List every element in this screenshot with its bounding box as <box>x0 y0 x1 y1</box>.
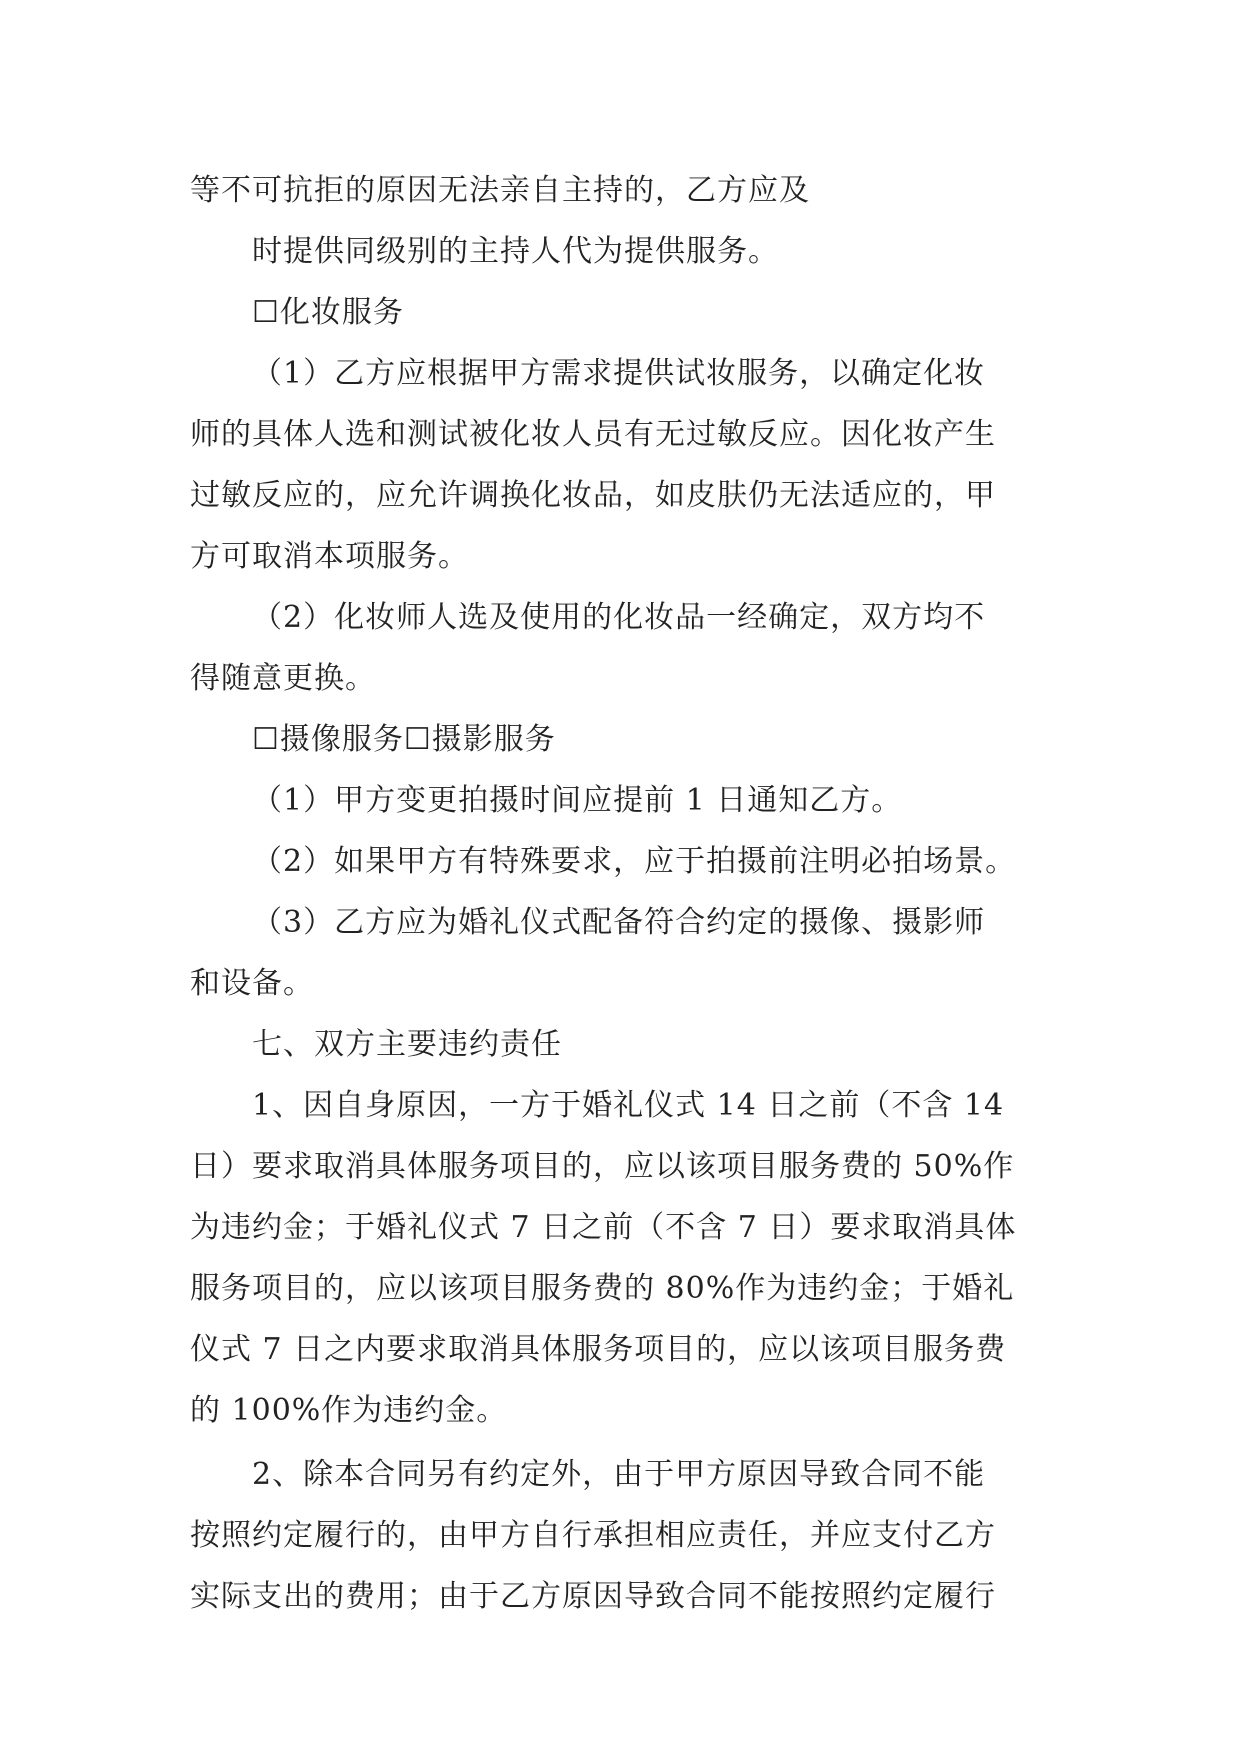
text-line: 1、因自身原因，一方于婚礼仪式 14 日之前（不含 14 <box>252 1088 1005 1123</box>
document-body <box>190 160 1052 1627</box>
text-line: 的 100%作为违约金。 <box>190 1393 508 1428</box>
text-line: 日）要求取消具体服务项目的，应以该项目服务费的 50%作 <box>190 1149 1015 1184</box>
text-line: （3）乙方应为婚礼仪式配备符合约定的摄像、摄影师 <box>252 905 986 940</box>
text-line: （1）甲方变更拍摄时间应提前 1 日通知乙方。 <box>252 783 903 818</box>
text-line: 实际支出的费用；由于乙方原因导致合同不能按照约定履行 <box>190 1579 996 1614</box>
text-line: 服务项目的，应以该项目服务费的 80%作为违约金；于婚礼 <box>190 1271 1015 1306</box>
section-heading-video-photo: ☐摄像服务☐摄影服务 <box>252 722 556 757</box>
text-line: 过敏反应的，应允许调换化妆品，如皮肤仍无法适应的，甲 <box>190 478 996 513</box>
text-line: 时提供同级别的主持人代为提供服务。 <box>252 234 779 269</box>
text-line: （2）如果甲方有特殊要求，应于拍摄前注明必拍场景。 <box>252 844 1017 879</box>
text-line: （1）乙方应根据甲方需求提供试妆服务，以确定化妆 <box>252 356 986 391</box>
text-line: 和设备。 <box>190 966 314 1001</box>
text-line: （2）化妆师人选及使用的化妆品一经确定，双方均不 <box>252 600 986 635</box>
text-line: 等不可抗拒的原因无法亲自主持的，乙方应及 <box>190 173 810 208</box>
text-line: 仪式 7 日之内要求取消具体服务项目的，应以该项目服务费 <box>190 1332 1007 1367</box>
text-line: 为违约金；于婚礼仪式 7 日之前（不含 7 日）要求取消具体 <box>190 1210 1017 1245</box>
text-line: 2、除本合同另有约定外，由于甲方原因导致合同不能 <box>252 1457 986 1492</box>
text-line: 得随意更换。 <box>190 661 376 696</box>
text-line: 师的具体人选和测试被化妆人员有无过敏反应。因化妆产生 <box>190 417 996 452</box>
section-heading-makeup: ☐化妆服务 <box>252 295 404 330</box>
section-heading-liability: 七、双方主要违约责任 <box>252 1027 562 1062</box>
text-line: 方可取消本项服务。 <box>190 539 469 574</box>
text-line: 按照约定履行的，由甲方自行承担相应责任，并应支付乙方 <box>190 1518 996 1553</box>
